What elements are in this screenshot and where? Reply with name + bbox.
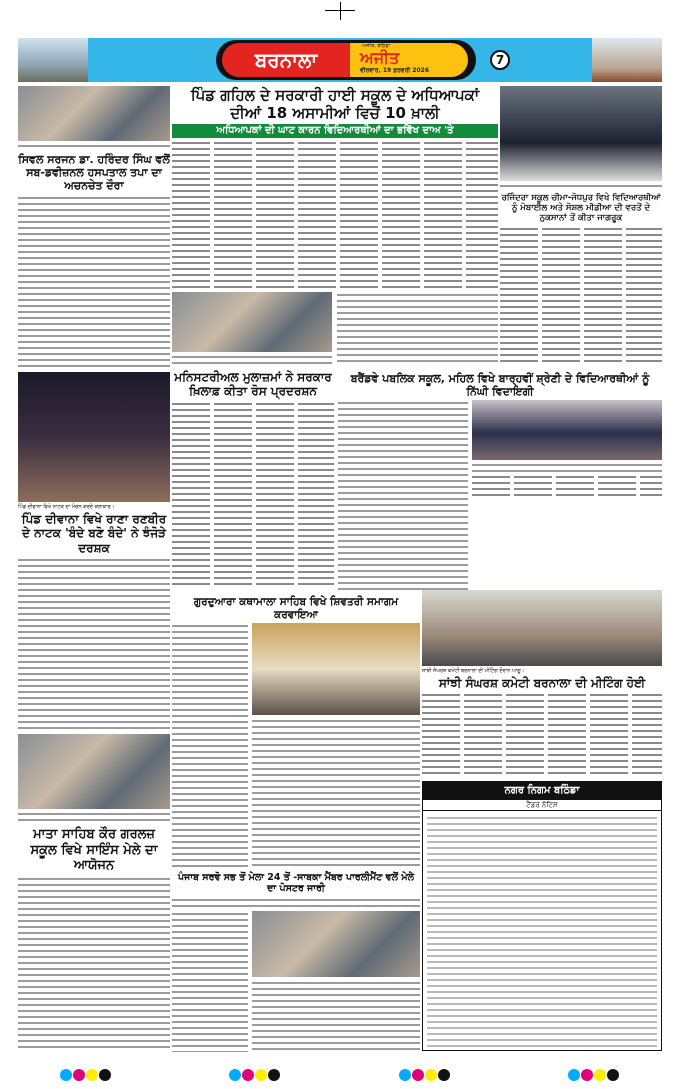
photo-school — [172, 292, 332, 352]
photo-science-fair — [18, 734, 170, 809]
photo-play — [18, 372, 170, 502]
photo-caption — [472, 462, 662, 472]
headline-science-fair: ਮਾਤਾ ਸਾਹਿਬ ਕੌਰ ਗਰਲਜ਼ ਸਕੂਲ ਵਿਖੇ ਸਾਇੰਸ ਮੇਲੇ ਦਾ ਆਯੋਜਨ — [30, 827, 158, 874]
photo-caption — [172, 354, 332, 364]
lead-story — [172, 86, 498, 366]
article-body — [172, 911, 248, 1052]
article-body — [422, 692, 662, 777]
photo-caption — [18, 811, 170, 825]
page-number: 7 — [490, 50, 510, 70]
mela-story — [172, 872, 420, 1052]
article-body — [172, 623, 248, 868]
photo-caption — [500, 183, 662, 191]
awareness-story — [500, 86, 662, 366]
masthead — [18, 38, 662, 82]
photo-hospital-visit — [18, 86, 170, 141]
article-body — [337, 292, 498, 366]
masthead-paper: ਅਜੀਤ — [360, 48, 400, 67]
headline-mela: ਪੰਜਾਬ ਸਰਵੋ ਸਭ ਤੋਂ ਮੇਲਾ 24 ਤੋਂ -ਸਾਬਕਾ ਮੈਂਬਰ ਪਾਰਲੀਮੈਂਟ ਵਲੋਂ ਮੇਲੇ ਦਾ ਪੋਸਟਰ ਜਾਰੀ — [177, 872, 415, 895]
article-body — [18, 195, 170, 370]
photo-students — [500, 86, 662, 181]
article-body — [18, 557, 170, 732]
committee-story — [422, 590, 662, 777]
article-body — [172, 401, 334, 588]
article-body — [172, 140, 498, 290]
article-body — [338, 400, 468, 590]
photo-caption: ਸਾਂਝੀ ਸੰਘਰਸ਼ ਕਮੇਟੀ ਬਰਨਾਲਾ ਦੀ ਮੀਟਿੰਗ ਦੌਰਾਨ ਆਗੂ। — [422, 668, 525, 674]
headline-civil-surgeon: ਸਿਵਲ ਸਰਜਨ ਡਾ. ਹਰਿੰਦਰ ਸਿੰਘ ਵਲੋਂ ਸਬ-ਡਵੀਜ਼ਨਲ ਹਸਪਤਾਲ ਤਪਾ ਦਾ ਅਚਨਚੇਤ ਦੌਰਾ — [18, 153, 170, 193]
article-body — [500, 226, 662, 366]
headline-lead-line1: ਪਿੰਡ ਗਹਿਲ ਦੇ ਸਰਕਾਰੀ ਹਾਈ ਸਕੂਲ ਦੇ ਅਧਿਆਪਕਾਂ — [190, 86, 480, 104]
tender-notice-ad — [422, 781, 662, 1051]
headline-play: ਪਿੰਡ ਦੀਵਾਨਾ ਵਿਖੇ ਰਾਣਾ ਰਣਬੀਰ ਦੇ ਨਾਟਕ 'ਬੰਦੇ ਬਣੋ ਬੰਦੇ' ਨੇ ਝੰਜੋੜੇ ਦਰਸ਼ਕ — [21, 511, 167, 555]
photo-mela-poster — [252, 911, 420, 977]
article-body — [472, 474, 662, 498]
headline-lead-line2: ਦੀਆਂ 18 ਅਸਾਮੀਆਂ ਵਿਚੋਂ 10 ਖ਼ਾਲੀ — [230, 104, 440, 122]
headline-farewell: ਬਰੈਂਡਵੇ ਪਬਲਿਕ ਸਕੂਲ, ਮਹਿਲ ਵਿਖੇ ਬਾਰ੍ਹਵੀਂ ਸ਼੍ਰੇਣੀ ਦੇ ਵਿਦਿਆਰਥੀਆਂ ਨੂੰ ਨਿੱਘੀ ਵਿਦਾਇਗੀ — [350, 372, 650, 399]
photo-gurdwara — [252, 623, 420, 715]
article-body — [172, 897, 420, 909]
masthead-photo-right — [592, 38, 662, 82]
masthead-logo — [216, 40, 476, 80]
photo-caption — [18, 143, 170, 151]
article-body — [252, 980, 420, 1052]
headline-committee: ਸਾਂਝੀ ਸੰਘਰਸ਼ ਕਮੇਟੀ ਬਰਨਾਲਾ ਦੀ ਮੀਟਿੰਗ ਹੋਈ — [438, 676, 646, 690]
headline-lead — [172, 86, 498, 122]
masthead-city: ਬਰਨਾਲਾ — [222, 43, 350, 77]
tender-title: ਨਗਰ ਨਿਗਮ ਬਠਿੰਡਾ — [423, 782, 661, 800]
photo-caption: ਪਿੰਡ ਦੀਵਾਨਾ ਵਿਖੇ ਨਾਟਕ ਦਾ ਮੰਚਨ ਕਰਦੇ ਕਲਾਕਾਰ। — [18, 503, 115, 510]
masthead-date: ਵੀਰਵਾਰ, 19 ਫ਼ਰਵਰੀ 2026 — [360, 67, 430, 74]
gurdwara-story — [172, 596, 420, 868]
tender-subtitle: ਟੈਂਡਰ ਨੋਟਿਸ — [423, 800, 661, 811]
article-body — [18, 876, 170, 1051]
lead-strapline: ਅਧਿਆਪਕਾਂ ਦੀ ਘਾਟ ਕਾਰਨ ਵਿਦਿਆਰਥੀਆਂ ਦਾ ਭਵਿੱਖ ਦਾਅ 'ਤੇ — [172, 124, 498, 138]
ministerial-story — [172, 370, 334, 588]
color-registration-strip — [60, 1066, 620, 1078]
masthead-edition: ਅਜੀਤ, ਬਠਿੰਡਾ — [362, 43, 391, 49]
headline-school-awareness: ਰਜਿੰਦਰਾ ਸਕੂਲ ਚੀਮਾ-ਜੋਧਪੁਰ ਵਿਖੇ ਵਿਦਿਆਰਥੀਆਂ ਨੂੰ ਮੋਬਾਈਲ ਅਤੇ ਸੋਸ਼ਲ ਮੀਡੀਆ ਦੀ ਵਰਤੋਂ ਦੇ ਨੁਕਸਾਨਾਂ ਤੋਂ ਕੀਤਾ ਜਾਗਰੂਕ — [501, 193, 661, 224]
crop-mark — [340, 2, 341, 20]
photo-farewell — [472, 400, 662, 460]
tender-table — [427, 815, 657, 1049]
masthead-photo-left — [18, 38, 88, 82]
left-column — [18, 86, 170, 1051]
headline-gurdwara: ਗੁਰਦੁਆਰਾ ਕਥਾਮਾਲਾ ਸਾਹਿਬ ਵਿਖੇ ਸ਼ਿਵਤਰੀ ਸਮਾਗਮ ਕਰਵਾਇਆ — [193, 596, 399, 621]
headline-ministerial: ਮਨਿਸਟਰੀਅਲ ਮੁਲਾਜ਼ਮਾਂ ਨੇ ਸਰਕਾਰ ਖ਼ਿਲਾਫ਼ ਕੀਤਾ ਰੋਸ ਪ੍ਰਦਰਸ਼ਨ — [174, 370, 332, 399]
photo-committee — [422, 590, 662, 666]
farewell-story — [338, 372, 662, 590]
article-body — [252, 718, 420, 868]
